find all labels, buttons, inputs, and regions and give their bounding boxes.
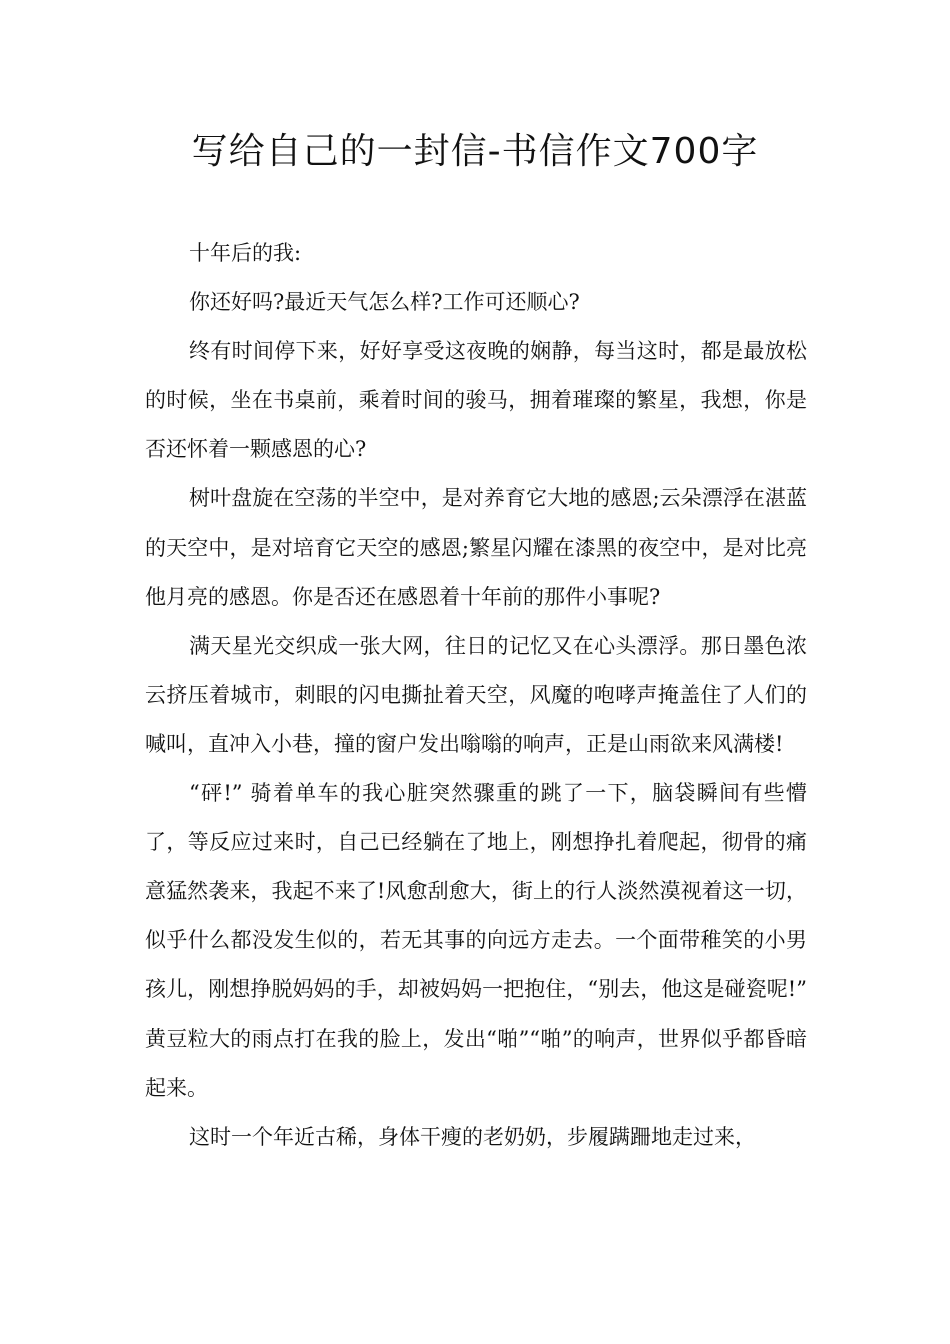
document-body <box>145 229 814 1162</box>
paragraph: 满天星光交织成一张大网，往日的记忆又在心头漂浮。那日墨色浓云挤压着城市，刺眼的闪电撕扯着天空，风魔的咆哮声掩盖住了人们的喊叫，直冲入小巷，撞的窗户发出嗡嗡的响声，正是山雨欲来风满楼! <box>145 633 807 756</box>
paragraph: 这时一个年近古稀，身体干瘦的老奶奶，步履蹒跚地走过来， <box>189 1124 756 1149</box>
paragraph: “砰!” 骑着单车的我心脏突然骤重的跳了一下，脑袋瞬间有些懵了，等反应过来时，自己已经躺在了地上，刚想挣扎着爬起，彻骨的痛意猛然袭来，我起不来了!风愈刮愈大，街上的行人淡然漠视着这一切，似乎什么都没发生似的，若无其事的向远方走去。一个面带稚笑的小男孩儿，刚想挣脱妈妈的手，却被妈妈一把抱住，“别去，他这是碰瓷呢!” 黄豆粒大的雨点打在我的脸上，发出“啪”“啪”的响声，世界似乎都昏暗起来。 <box>145 781 814 1100</box>
paragraph-salutation: 十年后的我: <box>189 241 302 265</box>
paragraph: 你还好吗?最近天气怎么样?工作可还顺心? <box>189 290 580 315</box>
paragraph: 树叶盘旋在空荡的半空中，是对养育它大地的感恩;云朵漂浮在湛蓝的天空中，是对培育它天空的感恩;繁星闪耀在漆黑的夜空中，是对比亮他月亮的感恩。你是否还在感恩着十年前的那件小事呢? <box>145 486 807 609</box>
document-title: 写给自己的一封信-书信作文700字 <box>191 131 759 172</box>
paragraph: 终有时间停下来，好好享受这夜晚的娴静，每当这时，都是最放松的时候，坐在书桌前，乘着时间的骏马，拥着璀璨的繁星，我想，你是否还怀着一颗感恩的心? <box>145 339 807 462</box>
